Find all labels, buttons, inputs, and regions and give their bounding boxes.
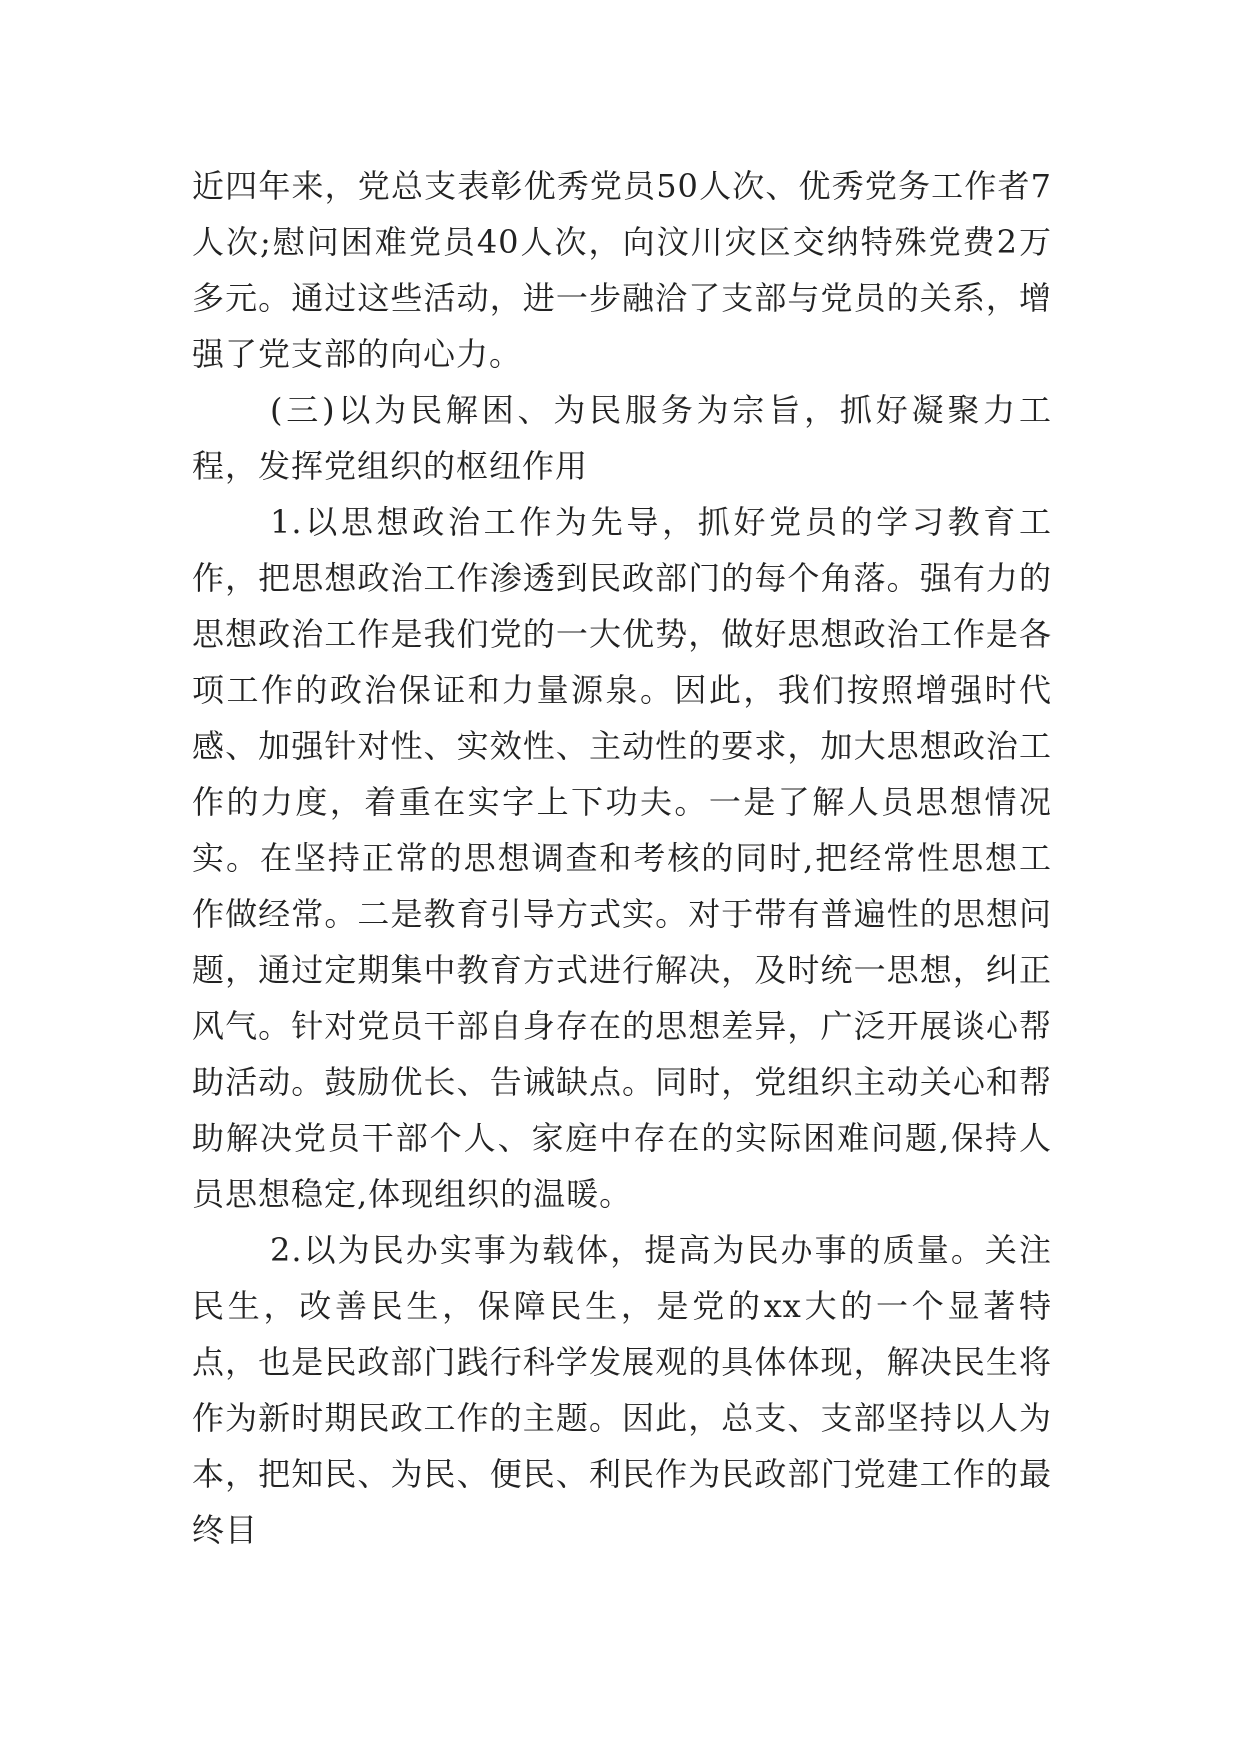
paragraph-item-2: 2.以为民办实事为载体，提高为民办事的质量。关注民生，改善民生，保障民生，是党的xx大的一个显著特点，也是民政部门践行科学发展观的具体体现，解决民生将作为新时期民政工作的主题。因此，总支、支部坚持以人为本，把知民、为民、便民、利民作为民政部门党建工作的最终目	[192, 1231, 1052, 1549]
paragraph-continuation: 近四年来，党总支表彰优秀党员50人次、优秀党务工作者7人次;慰问困难党员40人次，向汶川灾区交纳特殊党费2万多元。通过这些活动，进一步融洽了支部与党员的关系，增强了党支部的向心力。	[192, 167, 1052, 373]
paragraph-item-1: 1.以思想政治工作为先导，抓好党员的学习教育工作，把思想政治工作渗透到民政部门的每个角落。强有力的思想政治工作是我们党的一大优势，做好思想政治工作是各项工作的政治保证和力量源泉。因此，我们按照增强时代感、加强针对性、实效性、主动性的要求，加大思想政治工作的力度，着重在实字上下功夫。一是了解人员思想情况实。在坚持正常的思想调查和考核的同时,把经常性思想工作做经常。二是教育引导方式实。对于带有普遍性的思想问题，通过定期集中教育方式进行解决，及时统一思想，纠正风气。针对党员干部自身存在的思想差异，广泛开展谈心帮助活动。鼓励优长、告诫缺点。同时，党组织主动关心和帮助解决党员干部个人、家庭中存在的实际困难问题,保持人员思想稳定,体现组织的温暖。	[192, 503, 1052, 1213]
document-body	[192, 158, 1052, 1558]
section-heading: (三)以为民解困、为民服务为宗旨，抓好凝聚力工程，发挥党组织的枢纽作用	[192, 391, 1052, 485]
